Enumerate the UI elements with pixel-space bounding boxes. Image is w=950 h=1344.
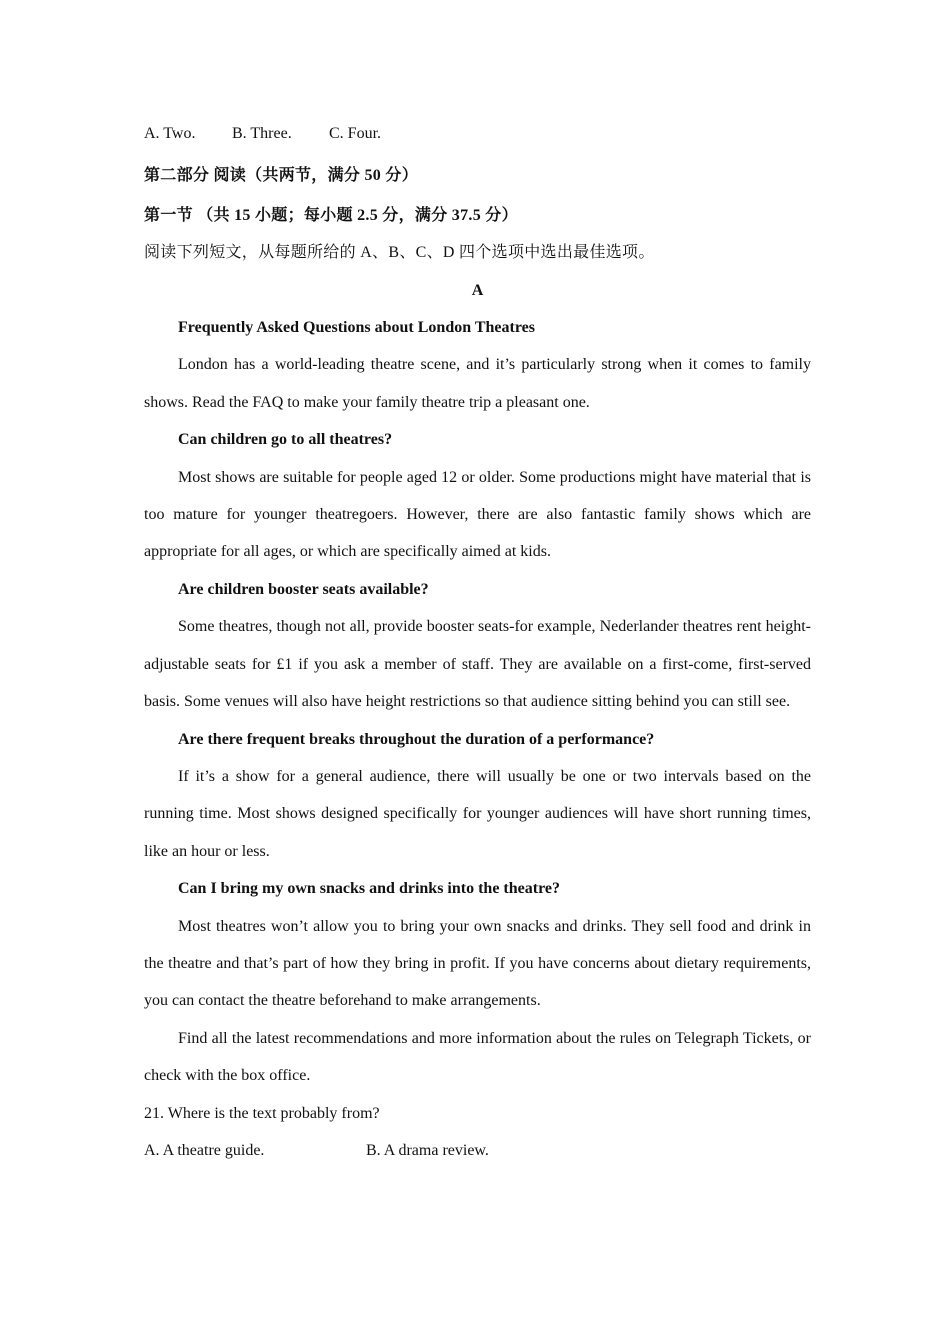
option-b: B. Three. xyxy=(232,125,292,142)
faq-question: Are there frequent breaks throughout the duration of a performance? xyxy=(178,730,655,748)
faq-question: Are children booster seats available? xyxy=(178,580,429,598)
option-a: A. Two. xyxy=(144,125,196,142)
prev-question-options xyxy=(144,115,811,152)
exam-page xyxy=(144,115,811,1169)
question-21-stem: 21. Where is the text probably from? xyxy=(144,1104,380,1122)
option-c: C. Four. xyxy=(329,125,382,142)
question-21-option-b: B. A drama review. xyxy=(366,1141,489,1159)
passage-intro: London has a world-leading theatre scene, and it’s particularly strong when it comes to family shows. Read the FAQ to make your family theatre trip a pleasant one. xyxy=(144,356,811,411)
faq-question: Can I bring my own snacks and drinks into the theatre? xyxy=(178,880,560,898)
instructions: 阅读下列短文，从每题所给的 A、B、C、D 四个选项中选出最佳选项。 xyxy=(144,244,655,262)
passage-closing: Find all the latest recommendations and more information about the rules on Telegraph Tickets, or check with the box office. xyxy=(144,1029,811,1085)
passage-title: Frequently Asked Questions about London Theatres xyxy=(178,319,535,337)
faq-answer: Most shows are suitable for people aged 12 or older. Some productions might have material that is too mature for younger theatregoers. However, there are also fantastic family shows which are appropriate for all ages, or which are specifically aimed at kids. xyxy=(144,468,811,561)
part-heading: 第二部分 阅读（共两节，满分 50 分） xyxy=(144,167,419,185)
passage-label: A xyxy=(471,281,484,299)
faq-answer: If it’s a show for a general audience, there will usually be one or two intervals based on the running time. Most shows designed specifically for younger audiences will have short running times, like an hour or less. xyxy=(144,767,811,860)
faq-question: Can children go to all theatres? xyxy=(178,431,393,449)
question-21-options xyxy=(144,1132,811,1169)
question-21-option-a: A. A theatre guide. xyxy=(144,1141,265,1159)
faq-answer: Some theatres, though not all, provide booster seats-for example, Nederlander theatres rent height-adjustable seats for £1 if you ask a member of staff. They are available on a first-come, first-served basis. Some venues will also have height restrictions so that audience sitting behind you can still see. xyxy=(144,618,811,711)
section-heading: 第一节 （共 15 小题；每小题 2.5 分，满分 37.5 分） xyxy=(144,206,518,224)
faq-answer: Most theatres won’t allow you to bring your own snacks and drinks. They sell food and drink in the theatre and that’s part of how they bring in profit. If you have concerns about dietary requirements, you can contact the theatre beforehand to make arrangements. xyxy=(144,917,811,1010)
